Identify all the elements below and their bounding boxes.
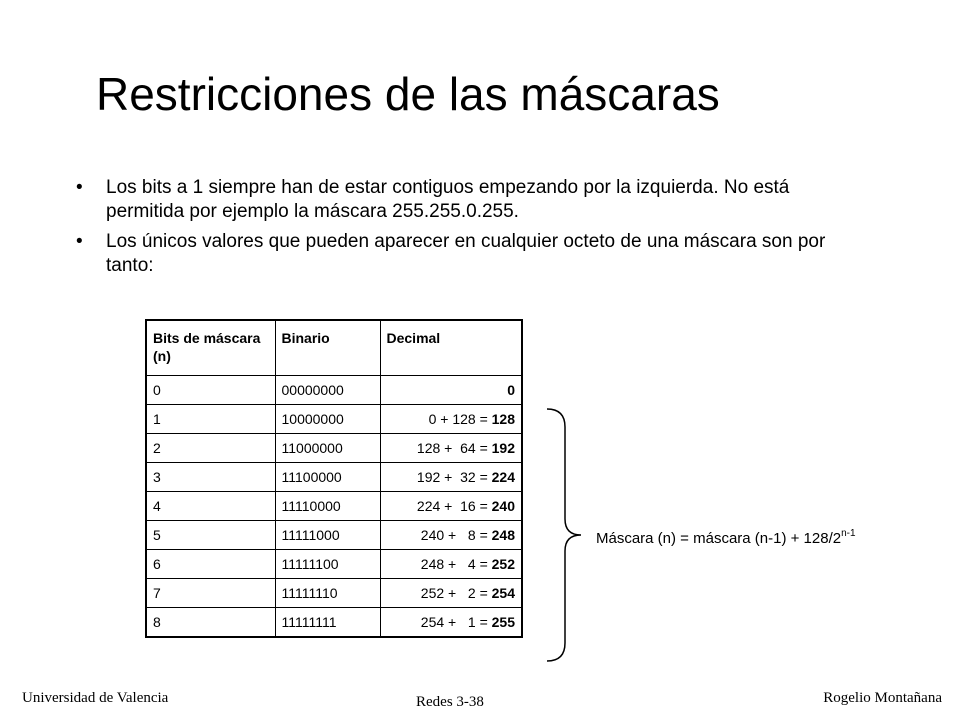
cell-mask-bits: 0 bbox=[146, 376, 275, 405]
table-row bbox=[146, 463, 522, 492]
decimal-result: 128 bbox=[491, 411, 515, 427]
cell-decimal bbox=[380, 376, 522, 405]
table-row bbox=[146, 521, 522, 550]
table-row bbox=[146, 405, 522, 434]
column-header-bits: Bits de máscara (n) bbox=[146, 320, 275, 376]
cell-decimal bbox=[380, 521, 522, 550]
decimal-expression: 254 + 1 = bbox=[420, 614, 492, 630]
cell-binary: 10000000 bbox=[275, 405, 380, 434]
decimal-result: 255 bbox=[491, 614, 515, 630]
bullet-list bbox=[76, 176, 836, 284]
decimal-result: 248 bbox=[491, 527, 515, 543]
cell-binary: 11110000 bbox=[275, 492, 380, 521]
column-header-binary: Binario bbox=[275, 320, 380, 376]
footer-page-number: Redes 3-38 bbox=[416, 694, 484, 710]
table-row bbox=[146, 376, 522, 405]
bullet-marker: • bbox=[76, 231, 83, 252]
cell-binary: 11111100 bbox=[275, 550, 380, 579]
table-row bbox=[146, 492, 522, 521]
cell-decimal bbox=[380, 550, 522, 579]
table-row bbox=[146, 550, 522, 579]
cell-binary: 11100000 bbox=[275, 463, 380, 492]
decimal-result: 254 bbox=[491, 585, 515, 601]
right-brace-icon bbox=[545, 407, 585, 663]
cell-binary: 11000000 bbox=[275, 434, 380, 463]
cell-binary: 11111110 bbox=[275, 579, 380, 608]
cell-decimal bbox=[380, 579, 522, 608]
bullet-item bbox=[76, 176, 836, 224]
decimal-expression: 128 + 64 = bbox=[416, 440, 492, 456]
cell-decimal bbox=[380, 434, 522, 463]
cell-mask-bits: 4 bbox=[146, 492, 275, 521]
decimal-result: 252 bbox=[491, 556, 515, 572]
cell-decimal bbox=[380, 608, 522, 638]
mask-formula bbox=[596, 528, 856, 547]
cell-binary: 00000000 bbox=[275, 376, 380, 405]
formula-exponent: n-1 bbox=[841, 528, 856, 539]
cell-mask-bits: 3 bbox=[146, 463, 275, 492]
column-header-decimal: Decimal bbox=[380, 320, 522, 376]
bullet-item bbox=[76, 230, 836, 278]
decimal-result: 224 bbox=[491, 469, 515, 485]
decimal-expression: 252 + 2 = bbox=[420, 585, 492, 601]
decimal-expression: 240 + 8 = bbox=[420, 527, 492, 543]
cell-mask-bits: 2 bbox=[146, 434, 275, 463]
cell-binary: 11111111 bbox=[275, 608, 380, 638]
decimal-result: 192 bbox=[491, 440, 515, 456]
formula-text: Máscara (n) = máscara (n-1) + 128/2 bbox=[596, 530, 842, 547]
cell-decimal bbox=[380, 492, 522, 521]
decimal-expression: 192 + 32 = bbox=[416, 469, 492, 485]
cell-mask-bits: 5 bbox=[146, 521, 275, 550]
table-row bbox=[146, 608, 522, 638]
bullet-text: Los únicos valores que pueden aparecer en cualquier octeto de una máscara son por tanto: bbox=[106, 231, 826, 276]
footer-university: Universidad de Valencia bbox=[22, 690, 169, 706]
bullet-text: Los bits a 1 siempre han de estar contiguos empezando por la izquierda. No está permitida por ejemplo la máscara 255.255.0.255. bbox=[106, 177, 790, 222]
bullet-marker: • bbox=[76, 177, 83, 198]
decimal-expression: 224 + 16 = bbox=[416, 498, 492, 514]
decimal-expression: 0 + 128 = bbox=[428, 411, 492, 427]
slide-title: Restricciones de las máscaras bbox=[96, 68, 720, 120]
cell-binary: 11111000 bbox=[275, 521, 380, 550]
table-row bbox=[146, 434, 522, 463]
cell-decimal bbox=[380, 405, 522, 434]
cell-decimal bbox=[380, 463, 522, 492]
footer-author: Rogelio Montañana bbox=[823, 690, 942, 706]
cell-mask-bits: 1 bbox=[146, 405, 275, 434]
mask-values-table bbox=[145, 319, 523, 638]
cell-mask-bits: 7 bbox=[146, 579, 275, 608]
table-row bbox=[146, 579, 522, 608]
cell-mask-bits: 6 bbox=[146, 550, 275, 579]
decimal-result: 0 bbox=[507, 382, 515, 398]
table-header-row bbox=[146, 320, 522, 376]
decimal-result: 240 bbox=[491, 498, 515, 514]
cell-mask-bits: 8 bbox=[146, 608, 275, 638]
decimal-expression: 248 + 4 = bbox=[420, 556, 492, 572]
